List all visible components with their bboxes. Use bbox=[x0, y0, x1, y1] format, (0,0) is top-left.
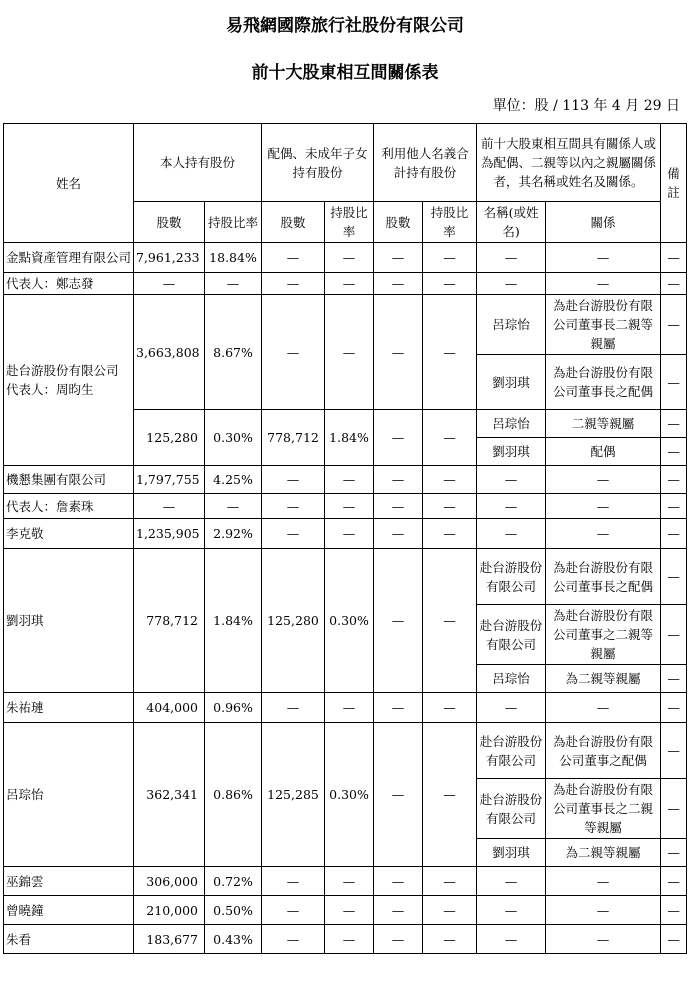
shareholder-name: 赴台游股份有限公司 bbox=[6, 363, 119, 378]
relation-type: 為赴台游股份有限公司董事長二親等親屬 bbox=[546, 295, 661, 355]
relation-name: 呂琮怡 bbox=[477, 665, 546, 693]
dash-cell: — bbox=[374, 410, 423, 466]
dash-cell: — bbox=[423, 494, 477, 519]
relation-name: 赴台游股份有限公司 bbox=[477, 605, 546, 665]
ratio-cell: 0.50% bbox=[205, 896, 262, 925]
shares-cell: 7,961,233 bbox=[134, 243, 205, 273]
dash-cell: — bbox=[546, 243, 661, 273]
dash-cell: — bbox=[325, 867, 374, 896]
spouse-ratio-cell: 0.30% bbox=[325, 723, 374, 867]
relation-name: 呂琮怡 bbox=[477, 295, 546, 355]
table-row bbox=[4, 519, 687, 549]
spouse-shares-cell: 778,712 bbox=[262, 410, 325, 466]
dash-cell: — bbox=[546, 693, 661, 723]
relation-name: 劉羽琪 bbox=[477, 839, 546, 867]
table-row bbox=[4, 896, 687, 925]
dash-cell: — bbox=[325, 494, 374, 519]
representative-name: 代表人：詹素珠 bbox=[4, 494, 134, 519]
dash-cell: — bbox=[661, 839, 687, 867]
dash-cell: — bbox=[661, 665, 687, 693]
shares-cell: 306,000 bbox=[134, 867, 205, 896]
dash-cell: — bbox=[423, 466, 477, 494]
dash-cell: — bbox=[546, 867, 661, 896]
relation-type: 配偶 bbox=[546, 438, 661, 466]
dash-cell: — bbox=[262, 273, 325, 295]
header-relation-name: 名稱(或姓名) bbox=[477, 202, 546, 243]
dash-cell: — bbox=[661, 494, 687, 519]
dash-cell: — bbox=[374, 295, 423, 410]
header-nominee-holding: 利用他人名義合計持有股份 bbox=[374, 124, 477, 202]
shareholder-name: 曾曉鐘 bbox=[4, 896, 134, 925]
dash-cell: — bbox=[661, 355, 687, 410]
dash-cell: — bbox=[477, 867, 546, 896]
header-relation-type: 關係 bbox=[546, 202, 661, 243]
dash-cell: — bbox=[661, 693, 687, 723]
relation-type: 為赴台游股份有限公司董事長之配偶 bbox=[546, 355, 661, 410]
ratio-cell: 2.92% bbox=[205, 519, 262, 549]
dash-cell: — bbox=[546, 466, 661, 494]
dash-cell: — bbox=[477, 896, 546, 925]
dash-cell: — bbox=[661, 519, 687, 549]
dash-cell: — bbox=[661, 466, 687, 494]
dash-cell: — bbox=[661, 410, 687, 438]
header-ratio: 持股比率 bbox=[423, 202, 477, 243]
dash-cell: — bbox=[423, 295, 477, 410]
dash-cell: — bbox=[325, 519, 374, 549]
dash-cell: — bbox=[374, 243, 423, 273]
dash-cell: — bbox=[423, 693, 477, 723]
table-row bbox=[4, 925, 687, 954]
dash-cell: — bbox=[661, 925, 687, 954]
dash-cell: — bbox=[477, 494, 546, 519]
relation-type: 為二親等親屬 bbox=[546, 665, 661, 693]
dash-cell: — bbox=[374, 549, 423, 693]
table-row bbox=[4, 494, 687, 519]
dash-cell: — bbox=[325, 925, 374, 954]
ratio-cell: 8.67% bbox=[205, 295, 262, 410]
dash-cell: — bbox=[374, 693, 423, 723]
relation-name: 劉羽琪 bbox=[477, 438, 546, 466]
ratio-cell: 18.84% bbox=[205, 243, 262, 273]
dash-cell: — bbox=[546, 273, 661, 295]
ratio-cell: 4.25% bbox=[205, 466, 262, 494]
relation-name: 呂琮怡 bbox=[477, 410, 546, 438]
shares-cell: 210,000 bbox=[134, 896, 205, 925]
header-remark: 備註 bbox=[661, 124, 687, 243]
representative-name: 代表人：鄭志發 bbox=[4, 273, 134, 295]
dash-cell: — bbox=[423, 410, 477, 466]
shareholder-name: 李克敬 bbox=[4, 519, 134, 549]
dash-cell: — bbox=[134, 273, 205, 295]
ratio-cell: 0.72% bbox=[205, 867, 262, 896]
dash-cell: — bbox=[205, 494, 262, 519]
shareholder-relationship-table bbox=[3, 123, 687, 954]
dash-cell: — bbox=[661, 295, 687, 355]
spouse-shares-cell: 125,280 bbox=[262, 549, 325, 693]
header-spouse-holding: 配偶、未成年子女持有股份 bbox=[262, 124, 374, 202]
dash-cell: — bbox=[477, 925, 546, 954]
header-relation: 前十大股東相互間具有關係人或為配偶、二親等以內之親屬關係者，其名稱或姓名及關係。 bbox=[477, 124, 661, 202]
unit-date-label: 單位：股 / 113 年 4 月 29 日 bbox=[492, 98, 680, 114]
header-shares: 股數 bbox=[134, 202, 205, 243]
ratio-cell: 0.86% bbox=[205, 723, 262, 867]
relation-name: 赴台游股份有限公司 bbox=[477, 549, 546, 605]
dash-cell: — bbox=[374, 925, 423, 954]
representative-name: 代表人：周昀生 bbox=[6, 382, 94, 397]
dash-cell: — bbox=[661, 243, 687, 273]
relation-name: 劉羽琪 bbox=[477, 355, 546, 410]
header-shares: 股數 bbox=[374, 202, 423, 243]
shares-cell: 1,235,905 bbox=[134, 519, 205, 549]
dash-cell: — bbox=[477, 243, 546, 273]
table-row bbox=[4, 549, 687, 605]
dash-cell: — bbox=[661, 867, 687, 896]
table-row bbox=[4, 693, 687, 723]
dash-cell: — bbox=[423, 243, 477, 273]
dash-cell: — bbox=[423, 549, 477, 693]
dash-cell: — bbox=[325, 896, 374, 925]
dash-cell: — bbox=[262, 693, 325, 723]
dash-cell: — bbox=[262, 466, 325, 494]
table-row bbox=[4, 295, 687, 355]
shares-cell: 1,797,755 bbox=[134, 466, 205, 494]
relation-type: 二親等親屬 bbox=[546, 410, 661, 438]
spouse-shares-cell: 125,285 bbox=[262, 723, 325, 867]
shares-cell: 778,712 bbox=[134, 549, 205, 693]
dash-cell: — bbox=[374, 867, 423, 896]
relation-type: 為赴台游股份有限公司董事長之配偶 bbox=[546, 549, 661, 605]
dash-cell: — bbox=[134, 494, 205, 519]
dash-cell: — bbox=[661, 723, 687, 779]
dash-cell: — bbox=[374, 723, 423, 867]
shareholder-name: 呂琮怡 bbox=[4, 723, 134, 867]
table-row bbox=[4, 723, 687, 779]
dash-cell: — bbox=[661, 273, 687, 295]
relation-type: 為二親等親屬 bbox=[546, 839, 661, 867]
dash-cell: — bbox=[546, 896, 661, 925]
dash-cell: — bbox=[477, 519, 546, 549]
dash-cell: — bbox=[205, 273, 262, 295]
dash-cell: — bbox=[546, 519, 661, 549]
company-title: 易飛網國際旅行社股份有限公司 bbox=[226, 16, 464, 36]
shares-cell: 183,677 bbox=[134, 925, 205, 954]
dash-cell: — bbox=[262, 896, 325, 925]
dash-cell: — bbox=[374, 519, 423, 549]
ratio-cell: 0.96% bbox=[205, 693, 262, 723]
table-row bbox=[4, 273, 687, 295]
ratio-cell: 0.43% bbox=[205, 925, 262, 954]
shares-cell: 125,280 bbox=[134, 410, 205, 466]
dash-cell: — bbox=[477, 693, 546, 723]
table-row bbox=[4, 243, 687, 273]
shareholder-name: 機懇集團有限公司 bbox=[4, 466, 134, 494]
dash-cell: — bbox=[423, 723, 477, 867]
spouse-ratio-cell: 1.84% bbox=[325, 410, 374, 466]
relation-type: 為赴台游股份有限公司董事之二親等親屬 bbox=[546, 605, 661, 665]
relation-name: 赴台游股份有限公司 bbox=[477, 779, 546, 839]
dash-cell: — bbox=[325, 693, 374, 723]
shares-cell: 362,341 bbox=[134, 723, 205, 867]
header-self-holding: 本人持有股份 bbox=[134, 124, 262, 202]
dash-cell: — bbox=[477, 273, 546, 295]
shareholder-name-cell bbox=[4, 295, 134, 466]
dash-cell: — bbox=[546, 494, 661, 519]
relation-type: 為赴台游股份有限公司董事長之二親等親屬 bbox=[546, 779, 661, 839]
spouse-ratio-cell: 0.30% bbox=[325, 549, 374, 693]
dash-cell: — bbox=[374, 466, 423, 494]
dash-cell: — bbox=[374, 273, 423, 295]
dash-cell: — bbox=[262, 925, 325, 954]
dash-cell: — bbox=[374, 896, 423, 925]
dash-cell: — bbox=[325, 466, 374, 494]
dash-cell: — bbox=[262, 519, 325, 549]
dash-cell: — bbox=[423, 867, 477, 896]
dash-cell: — bbox=[661, 896, 687, 925]
dash-cell: — bbox=[661, 549, 687, 605]
dash-cell: — bbox=[423, 273, 477, 295]
dash-cell: — bbox=[546, 925, 661, 954]
ratio-cell: 1.84% bbox=[205, 549, 262, 693]
dash-cell: — bbox=[374, 494, 423, 519]
shareholder-name: 劉羽琪 bbox=[4, 549, 134, 693]
table-row bbox=[4, 466, 687, 494]
shareholder-name: 朱祐璉 bbox=[4, 693, 134, 723]
header-ratio: 持股比率 bbox=[205, 202, 262, 243]
dash-cell: — bbox=[325, 295, 374, 410]
dash-cell: — bbox=[262, 494, 325, 519]
shares-cell: 404,000 bbox=[134, 693, 205, 723]
dash-cell: — bbox=[423, 519, 477, 549]
dash-cell: — bbox=[423, 925, 477, 954]
ratio-cell: 0.30% bbox=[205, 410, 262, 466]
dash-cell: — bbox=[661, 779, 687, 839]
dash-cell: — bbox=[325, 243, 374, 273]
relation-type: 為赴台游股份有限公司董事之配偶 bbox=[546, 723, 661, 779]
dash-cell: — bbox=[262, 243, 325, 273]
dash-cell: — bbox=[262, 295, 325, 410]
dash-cell: — bbox=[661, 438, 687, 466]
dash-cell: — bbox=[262, 867, 325, 896]
header-name: 姓名 bbox=[4, 124, 134, 243]
dash-cell: — bbox=[325, 273, 374, 295]
shareholder-name: 金點資產管理有限公司 bbox=[4, 243, 134, 273]
table-row bbox=[4, 867, 687, 896]
shareholder-name: 巫錦雲 bbox=[4, 867, 134, 896]
header-shares: 股數 bbox=[262, 202, 325, 243]
dash-cell: — bbox=[423, 896, 477, 925]
dash-cell: — bbox=[477, 466, 546, 494]
dash-cell: — bbox=[661, 605, 687, 665]
table-title: 前十大股東相互間關係表 bbox=[251, 63, 439, 83]
relation-name: 赴台游股份有限公司 bbox=[477, 723, 546, 779]
header-ratio: 持股比率 bbox=[325, 202, 374, 243]
shares-cell: 3,663,808 bbox=[134, 295, 205, 410]
shareholder-name: 朱看 bbox=[4, 925, 134, 954]
